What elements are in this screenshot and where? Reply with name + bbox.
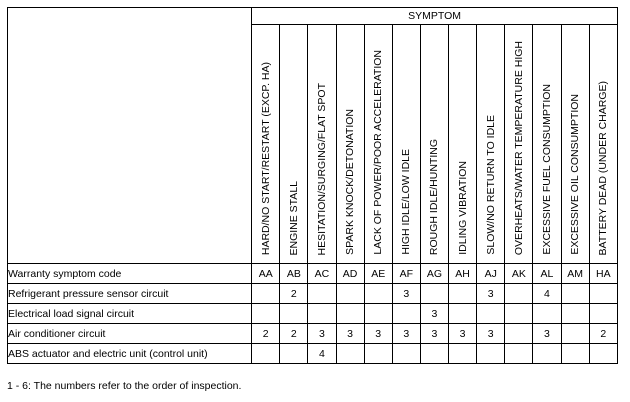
warranty-code-cell: AE bbox=[364, 264, 392, 284]
symptom-name: EXCESSIVE FUEL CONSUMPTION bbox=[540, 84, 553, 255]
table-cell bbox=[336, 304, 364, 324]
table-cell bbox=[505, 324, 533, 344]
table-cell bbox=[252, 304, 280, 324]
symptom-column-header bbox=[392, 25, 420, 264]
table-cell bbox=[505, 284, 533, 304]
symptom-header: SYMPTOM bbox=[252, 8, 618, 25]
table-cell bbox=[364, 344, 392, 364]
header-row bbox=[8, 8, 618, 25]
table-cell bbox=[505, 304, 533, 324]
symptom-column-header bbox=[308, 25, 336, 264]
table-cell: 3 bbox=[449, 324, 477, 344]
table-cell bbox=[420, 344, 448, 364]
table-cell: 4 bbox=[308, 344, 336, 364]
table-cell: 3 bbox=[336, 324, 364, 344]
symptom-name: HARD/NO START/RESTART (EXCP. HA) bbox=[259, 61, 272, 255]
table-cell bbox=[449, 284, 477, 304]
table-cell bbox=[336, 284, 364, 304]
symptom-name: BATTERY DEAD (UNDER CHARGE) bbox=[597, 80, 610, 255]
table-cell bbox=[364, 304, 392, 324]
table-cell: 3 bbox=[308, 324, 336, 344]
symptom-name: LACK OF POWER/POOR ACCELERATION bbox=[371, 50, 384, 255]
warranty-code-cell: AJ bbox=[477, 264, 505, 284]
table-cell bbox=[533, 344, 561, 364]
table-cell: 3 bbox=[477, 324, 505, 344]
symptom-column-header bbox=[561, 25, 589, 264]
symptom-name: OVERHEATS/WATER TEMPERATURE HIGH bbox=[512, 40, 525, 255]
symptom-column-header bbox=[252, 25, 280, 264]
table-row bbox=[8, 284, 618, 304]
symptom-name: IDLING VIBRATION bbox=[456, 161, 469, 255]
table-cell bbox=[561, 284, 589, 304]
table-cell bbox=[308, 304, 336, 324]
warranty-code-cell: AF bbox=[392, 264, 420, 284]
symptom-column-header bbox=[280, 25, 308, 264]
table-cell bbox=[280, 304, 308, 324]
warranty-code-row bbox=[8, 264, 618, 284]
symptom-column-header bbox=[420, 25, 448, 264]
table-cell bbox=[449, 304, 477, 324]
table-cell: 3 bbox=[420, 304, 448, 324]
table-row bbox=[8, 304, 618, 324]
warranty-code-cell: AH bbox=[449, 264, 477, 284]
warranty-code-cell: AM bbox=[561, 264, 589, 284]
table-cell: 3 bbox=[533, 324, 561, 344]
table-cell bbox=[561, 304, 589, 324]
row-label: ABS actuator and electric unit (control unit) bbox=[8, 344, 252, 364]
symptom-column-header bbox=[336, 25, 364, 264]
table-cell: 2 bbox=[252, 324, 280, 344]
symptom-column-header bbox=[364, 25, 392, 264]
symptom-name: EXCESSIVE OIL CONSUMPTION bbox=[568, 94, 581, 255]
warranty-code-cell: AB bbox=[280, 264, 308, 284]
warranty-code-cell: AA bbox=[252, 264, 280, 284]
table-cell: 2 bbox=[589, 324, 617, 344]
table-cell bbox=[449, 344, 477, 364]
warranty-code-cell: AL bbox=[533, 264, 561, 284]
symptom-column-header bbox=[589, 25, 617, 264]
symptom-column-header bbox=[533, 25, 561, 264]
symptom-name: HIGH IDLE/LOW IDLE bbox=[400, 149, 413, 255]
table-cell bbox=[505, 344, 533, 364]
table-cell: 3 bbox=[420, 324, 448, 344]
warranty-code-label: Warranty symptom code bbox=[8, 264, 252, 284]
symptom-column-header bbox=[449, 25, 477, 264]
footnote: 1 - 6: The numbers refer to the order of inspection. bbox=[7, 380, 242, 392]
table-cell bbox=[252, 344, 280, 364]
table-cell bbox=[589, 304, 617, 324]
symptom-name: SLOW/NO RETURN TO IDLE bbox=[484, 115, 497, 255]
table-cell bbox=[392, 344, 420, 364]
table-cell bbox=[477, 344, 505, 364]
warranty-code-cell: HA bbox=[589, 264, 617, 284]
table-cell bbox=[308, 284, 336, 304]
symptom-name: SPARK KNOCK/DETONATION bbox=[343, 109, 356, 255]
table-cell bbox=[477, 304, 505, 324]
symptom-table bbox=[7, 7, 618, 364]
symptom-name: ENGINE STALL bbox=[287, 180, 300, 255]
table-cell: 3 bbox=[364, 324, 392, 344]
table-cell: 4 bbox=[533, 284, 561, 304]
table-cell: 2 bbox=[280, 324, 308, 344]
table-cell: 3 bbox=[392, 324, 420, 344]
corner-cell bbox=[8, 8, 252, 264]
row-label: Air conditioner circuit bbox=[8, 324, 252, 344]
table-row bbox=[8, 324, 618, 344]
warranty-code-cell: AC bbox=[308, 264, 336, 284]
symptom-column-header bbox=[505, 25, 533, 264]
table-cell bbox=[364, 284, 392, 304]
table-cell bbox=[420, 284, 448, 304]
table-cell: 3 bbox=[477, 284, 505, 304]
table-cell: 3 bbox=[392, 284, 420, 304]
table-cell bbox=[252, 284, 280, 304]
symptom-column-header bbox=[477, 25, 505, 264]
table-cell bbox=[392, 304, 420, 324]
table-cell bbox=[589, 284, 617, 304]
table-cell bbox=[561, 344, 589, 364]
warranty-code-cell: AG bbox=[420, 264, 448, 284]
symptom-name: HESITATION/SURGING/FLAT SPOT bbox=[315, 82, 328, 255]
table-cell bbox=[280, 344, 308, 364]
table-cell bbox=[589, 344, 617, 364]
table-cell bbox=[533, 304, 561, 324]
symptom-name: ROUGH IDLE/HUNTING bbox=[428, 138, 441, 255]
table-cell bbox=[561, 324, 589, 344]
table-row bbox=[8, 344, 618, 364]
warranty-code-cell: AD bbox=[336, 264, 364, 284]
row-label: Electrical load signal circuit bbox=[8, 304, 252, 324]
table-cell bbox=[336, 344, 364, 364]
warranty-code-cell: AK bbox=[505, 264, 533, 284]
table-cell: 2 bbox=[280, 284, 308, 304]
row-label: Refrigerant pressure sensor circuit bbox=[8, 284, 252, 304]
